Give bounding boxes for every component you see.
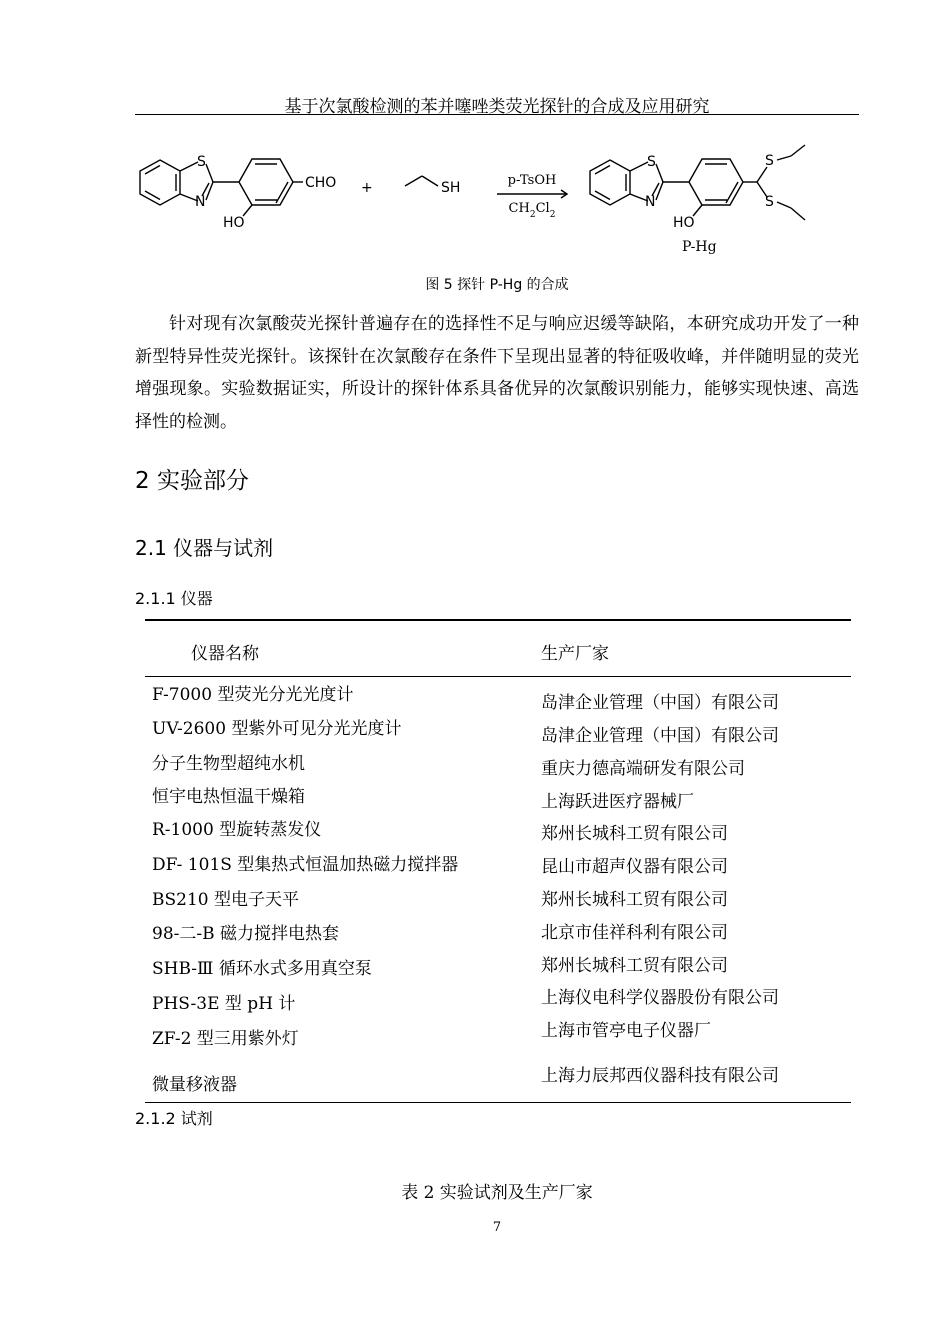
product-s1: S [765, 153, 774, 169]
paragraph-text: 针对现有次氯酸荧光探针普遍存在的选择性不足与响应迟缓等缺陷，本研究成功开发了一种新型特异性荧光探针。该探针在次氯酸存在条件下呈现出显著的特征吸收峰，并伴随明显的荧光增强现象。实验数据证实，所设计的探针体系具备优异的次氯酸识别能力，能够实现快速、高选择性的检测。 [135, 314, 859, 432]
table-cell-instrument: ZF-2 型三用紫外灯 [152, 1029, 299, 1049]
table-cell-manufacturer: 上海力辰邦西仪器科技有限公司 [541, 1066, 779, 1086]
table-cell-instrument: 恒宇电热恒温干燥箱 [152, 787, 305, 807]
plus-sign: + [361, 180, 373, 196]
running-header: 基于次氯酸检测的苯并噻唑类荧光探针的合成及应用研究 [284, 97, 710, 117]
reactant1-nitrogen: N [195, 194, 206, 210]
table-cell-instrument: 98-二-B 磁力搅拌电热套 [152, 924, 340, 944]
table-header-rule [145, 676, 851, 677]
product-name: P-Hg [682, 239, 717, 255]
product-s2: S [765, 194, 774, 210]
table-cell-instrument: PHS-3E 型 pH 计 [152, 994, 296, 1014]
table-cell-manufacturer: 昆山市超声仪器有限公司 [541, 857, 728, 877]
instruments-heading: 2.1.1 仪器 [135, 589, 213, 608]
reaction-scheme [135, 140, 859, 260]
page-number: 7 [492, 1220, 502, 1235]
aldehyde-label: CHO [305, 175, 337, 191]
reagent-label: p-TsOH [507, 173, 557, 188]
reagents-heading: 2.1.2 试剂 [135, 1109, 213, 1128]
section-heading: 2 实验部分 [135, 468, 249, 494]
table-cell-manufacturer: 上海跃进医疗器械厂 [541, 792, 694, 812]
table-cell-instrument: BS210 型电子天平 [152, 890, 299, 910]
thiol-label: SH [441, 180, 461, 196]
table-cell-manufacturer: 上海仪电科学仪器股份有限公司 [541, 988, 779, 1008]
figure-caption: 图 5 探针 P-Hg 的合成 [425, 277, 569, 293]
table-cell-instrument: 微量移液器 [152, 1075, 237, 1095]
table-cell-manufacturer: 北京市佳祥科利有限公司 [541, 923, 728, 943]
table-cell-manufacturer: 郑州长城科工贸有限公司 [541, 890, 728, 910]
product-sulfur: S [647, 154, 656, 170]
table-cell-instrument: DF- 101S 型集热式恒温加热磁力搅拌器 [152, 855, 459, 875]
table-cell-instrument: F-7000 型荧光分光光度计 [152, 685, 354, 705]
body-paragraph [135, 308, 859, 438]
table-cell-instrument: UV-2600 型紫外可见分光光度计 [152, 719, 402, 739]
reactant1-hydroxyl: HO [223, 215, 245, 231]
product-nitrogen: N [645, 194, 656, 210]
table-cell-manufacturer: 岛津企业管理（中国）有限公司 [541, 726, 779, 746]
table-header-instrument: 仪器名称 [191, 644, 259, 664]
reactant1-sulfur: S [197, 154, 206, 170]
table-cell-manufacturer: 重庆力德高端研发有限公司 [541, 759, 745, 779]
table-cell-instrument: R-1000 型旋转蒸发仪 [152, 820, 322, 840]
subsection-heading: 2.1 仪器与试剂 [135, 536, 274, 560]
table-header-manufacturer: 生产厂家 [541, 644, 609, 664]
table-cell-manufacturer: 上海市管亭电子仪器厂 [541, 1021, 711, 1041]
table-cell-manufacturer: 郑州长城科工贸有限公司 [541, 824, 728, 844]
table-bottom-rule [145, 1102, 851, 1103]
table-top-rule [145, 619, 851, 621]
table-cell-instrument: 分子生物型超纯水机 [152, 754, 305, 774]
table2-title: 表 2 实验试剂及生产厂家 [401, 1183, 593, 1203]
table-cell-manufacturer: 郑州长城科工贸有限公司 [541, 956, 728, 976]
header-rule [135, 114, 859, 115]
solvent-label: $CH_2Cl_2$ [508, 201, 556, 220]
table-cell-instrument: SHB-Ⅲ 循环水式多用真空泵 [152, 959, 372, 979]
product-hydroxyl: HO [673, 215, 695, 231]
table-cell-manufacturer: 岛津企业管理（中国）有限公司 [541, 693, 779, 713]
